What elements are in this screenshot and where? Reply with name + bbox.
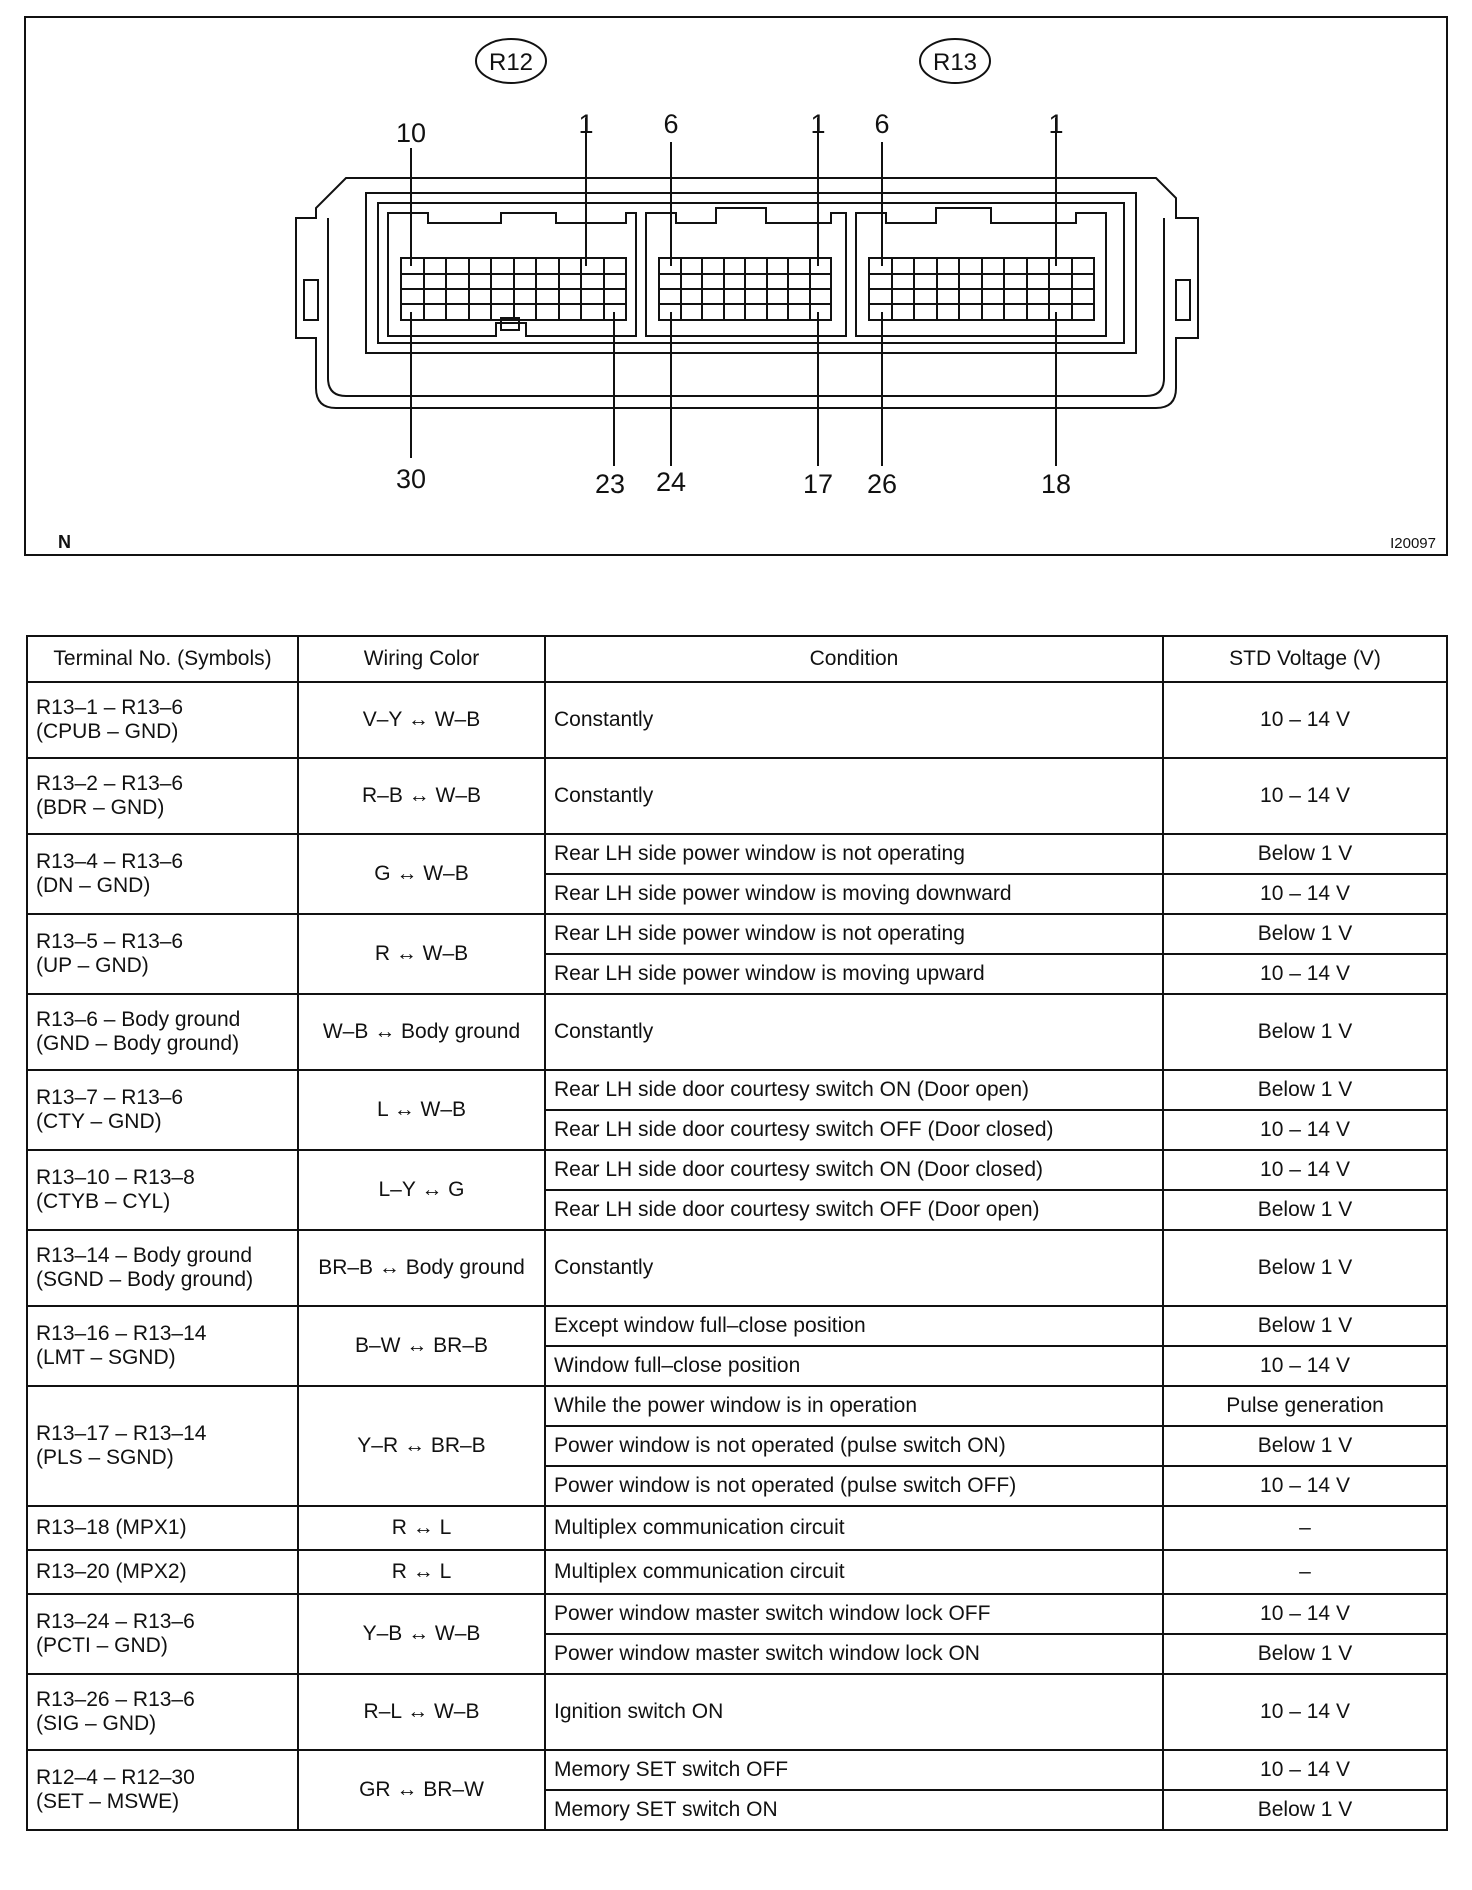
terminal-text: R13–20 (MPX2)	[36, 1560, 187, 1583]
table-row	[27, 834, 1447, 874]
terminal-cell	[27, 994, 298, 1070]
terminal-text: R13–14 – Body ground	[36, 1244, 252, 1267]
condition-cell: While the power window is in operation	[545, 1386, 1163, 1426]
terminal-text: R12–4 – R12–30	[36, 1766, 195, 1789]
condition-cell: Rear LH side door courtesy switch ON (Door open)	[545, 1070, 1163, 1110]
wiring-color-cell: W–B ↔ Body ground	[298, 994, 545, 1070]
pin-label-r13a-24: 24	[655, 467, 687, 497]
connector-housing	[296, 178, 1198, 408]
pin-label-r12-1: 1	[578, 109, 594, 139]
condition-cell: Power window is not operated (pulse switch ON)	[545, 1426, 1163, 1466]
std-voltage-cell: 10 – 14 V	[1163, 1346, 1447, 1386]
condition-cell: Power window master switch window lock ON	[545, 1634, 1163, 1674]
condition-cell: Except window full–close position	[545, 1306, 1163, 1346]
terminal-cell	[27, 1230, 298, 1306]
terminal-text: R13–2 – R13–6	[36, 772, 184, 795]
table-row	[27, 1506, 1447, 1550]
std-voltage-cell: Below 1 V	[1163, 1070, 1447, 1110]
wiring-color-cell: R ↔ W–B	[298, 914, 545, 994]
std-voltage-cell: 10 – 14 V	[1163, 954, 1447, 994]
terminal-text: R13–4 – R13–6	[36, 850, 184, 873]
wiring-color-cell: Y–R ↔ BR–B	[298, 1386, 545, 1506]
terminal-text: (PLS – SGND)	[36, 1446, 174, 1469]
pin-label-r13a-6: 6	[663, 109, 679, 139]
std-voltage-cell: Below 1 V	[1163, 1230, 1447, 1306]
table-row	[27, 682, 1447, 758]
terminal-text: (LMT – SGND)	[36, 1346, 176, 1369]
terminal-text: R13–1 – R13–6	[36, 696, 184, 719]
terminal-cell	[27, 834, 298, 914]
std-voltage-cell: Below 1 V	[1163, 1790, 1447, 1830]
terminal-cell	[27, 1306, 298, 1386]
std-voltage-cell: 10 – 14 V	[1163, 1150, 1447, 1190]
condition-cell: Constantly	[545, 682, 1163, 758]
r13-pin-block-b	[856, 208, 1106, 336]
std-voltage-cell: –	[1163, 1506, 1447, 1550]
terminal-cell	[27, 682, 298, 758]
condition-cell: Constantly	[545, 1230, 1163, 1306]
terminal-cell	[27, 914, 298, 994]
terminal-text: R13–5 – R13–6	[36, 930, 184, 953]
condition-cell: Rear LH side door courtesy switch OFF (Door open)	[545, 1190, 1163, 1230]
terminal-voltage-table	[26, 635, 1448, 1831]
header-std-voltage: STD Voltage (V)	[1163, 636, 1447, 682]
terminal-text: R13–18 (MPX1)	[36, 1516, 187, 1539]
condition-cell: Rear LH side door courtesy switch ON (Door closed)	[545, 1150, 1163, 1190]
header-wiring-color: Wiring Color	[298, 636, 545, 682]
std-voltage-cell: Below 1 V	[1163, 1190, 1447, 1230]
terminal-text: (PCTI – GND)	[36, 1634, 168, 1657]
connector-diagram	[24, 16, 1448, 556]
table-row	[27, 1750, 1447, 1790]
header-condition: Condition	[545, 636, 1163, 682]
wiring-color-cell: V–Y ↔ W–B	[298, 682, 545, 758]
std-voltage-cell: –	[1163, 1550, 1447, 1594]
pin-label-r13b-1: 1	[1048, 109, 1064, 139]
wiring-color-cell: B–W ↔ BR–B	[298, 1306, 545, 1386]
terminal-text: (CTYB – CYL)	[36, 1190, 171, 1213]
wiring-color-cell: BR–B ↔ Body ground	[298, 1230, 545, 1306]
condition-cell: Power window is not operated (pulse switch OFF)	[545, 1466, 1163, 1506]
terminal-text: R13–6 – Body ground	[36, 1008, 241, 1031]
table-row	[27, 994, 1447, 1070]
table-row	[27, 1306, 1447, 1346]
pin-label-r12-10: 10	[395, 118, 427, 148]
connector-id-r12: R12	[488, 49, 534, 76]
terminal-text: (DN – GND)	[36, 874, 151, 897]
std-voltage-cell: 10 – 14 V	[1163, 682, 1447, 758]
terminal-text: (UP – GND)	[36, 954, 149, 977]
terminal-cell	[27, 1550, 298, 1594]
std-voltage-cell: 10 – 14 V	[1163, 1110, 1447, 1150]
pin-label-r13b-26: 26	[866, 469, 898, 499]
condition-cell: Power window master switch window lock OFF	[545, 1594, 1163, 1634]
std-voltage-cell: Below 1 V	[1163, 1426, 1447, 1466]
table-body	[27, 682, 1447, 1830]
terminal-text: (SIG – GND)	[36, 1712, 157, 1735]
table-row	[27, 1150, 1447, 1190]
pin-label-r12-23: 23	[594, 469, 626, 499]
condition-cell: Rear LH side power window is moving downward	[545, 874, 1163, 914]
table-row	[27, 1594, 1447, 1634]
table-row	[27, 758, 1447, 834]
terminal-text: (CTY – GND)	[36, 1110, 162, 1133]
terminal-cell	[27, 758, 298, 834]
table-row	[27, 1230, 1447, 1306]
std-voltage-cell: 10 – 14 V	[1163, 1466, 1447, 1506]
wiring-color-cell: R ↔ L	[298, 1506, 545, 1550]
connector-id-r13: R13	[932, 49, 978, 76]
header-terminal: Terminal No. (Symbols)	[27, 636, 298, 682]
terminal-text: (BDR – GND)	[36, 796, 165, 819]
terminal-text: R13–24 – R13–6	[36, 1610, 195, 1633]
wiring-color-cell: L–Y ↔ G	[298, 1150, 545, 1230]
terminal-cell	[27, 1674, 298, 1750]
condition-cell: Rear LH side power window is not operating	[545, 914, 1163, 954]
terminal-text: (SGND – Body ground)	[36, 1268, 254, 1291]
wiring-color-cell: R ↔ L	[298, 1550, 545, 1594]
connector-drawing	[26, 18, 1446, 554]
wiring-color-cell: L ↔ W–B	[298, 1070, 545, 1150]
table-header-row	[27, 636, 1447, 682]
condition-cell: Constantly	[545, 994, 1163, 1070]
terminal-cell	[27, 1150, 298, 1230]
terminal-cell	[27, 1506, 298, 1550]
table-row	[27, 1070, 1447, 1110]
std-voltage-cell: Below 1 V	[1163, 914, 1447, 954]
r12-pin-block	[388, 213, 636, 336]
condition-cell: Rear LH side door courtesy switch OFF (Door closed)	[545, 1110, 1163, 1150]
pin-label-r12-30: 30	[395, 464, 427, 494]
condition-cell: Rear LH side power window is moving upward	[545, 954, 1163, 994]
condition-cell: Window full–close position	[545, 1346, 1163, 1386]
wiring-color-cell: R–B ↔ W–B	[298, 758, 545, 834]
pin-label-r13b-18: 18	[1040, 469, 1072, 499]
condition-cell: Rear LH side power window is not operating	[545, 834, 1163, 874]
wiring-color-cell: GR ↔ BR–W	[298, 1750, 545, 1830]
pin-label-r13a-1: 1	[810, 109, 826, 139]
wiring-color-cell: G ↔ W–B	[298, 834, 545, 914]
terminal-cell	[27, 1594, 298, 1674]
terminal-text: R13–16 – R13–14	[36, 1322, 207, 1345]
terminal-text: (GND – Body ground)	[36, 1032, 240, 1055]
wiring-color-cell: Y–B ↔ W–B	[298, 1594, 545, 1674]
terminal-text: R13–17 – R13–14	[36, 1422, 207, 1445]
std-voltage-cell: 10 – 14 V	[1163, 758, 1447, 834]
terminal-cell	[27, 1750, 298, 1830]
std-voltage-cell: 10 – 14 V	[1163, 1674, 1447, 1750]
condition-cell: Ignition switch ON	[545, 1674, 1163, 1750]
condition-cell: Memory SET switch OFF	[545, 1750, 1163, 1790]
terminal-text: (SET – MSWE)	[36, 1790, 180, 1813]
std-voltage-cell: Below 1 V	[1163, 834, 1447, 874]
terminal-cell	[27, 1070, 298, 1150]
std-voltage-cell: Below 1 V	[1163, 994, 1447, 1070]
view-indicator-n: N	[58, 532, 71, 552]
terminal-text: R13–26 – R13–6	[36, 1688, 195, 1711]
terminal-cell	[27, 1386, 298, 1506]
std-voltage-cell: 10 – 14 V	[1163, 1750, 1447, 1790]
std-voltage-cell: Pulse generation	[1163, 1386, 1447, 1426]
terminal-text: R13–7 – R13–6	[36, 1086, 184, 1109]
condition-cell: Constantly	[545, 758, 1163, 834]
terminal-text: (CPUB – GND)	[36, 720, 179, 743]
r13-pin-block-a	[646, 208, 846, 336]
pin-label-r13a-17: 17	[802, 469, 834, 499]
std-voltage-cell: Below 1 V	[1163, 1306, 1447, 1346]
table-row	[27, 1550, 1447, 1594]
terminal-text: R13–10 – R13–8	[36, 1166, 195, 1189]
condition-cell: Multiplex communication circuit	[545, 1506, 1163, 1550]
pin-label-r13b-6: 6	[874, 109, 890, 139]
table-row	[27, 1386, 1447, 1426]
condition-cell: Multiplex communication circuit	[545, 1550, 1163, 1594]
std-voltage-cell: Below 1 V	[1163, 1634, 1447, 1674]
table-row	[27, 914, 1447, 954]
figure-id: I20097	[1390, 535, 1436, 552]
std-voltage-cell: 10 – 14 V	[1163, 874, 1447, 914]
condition-cell: Memory SET switch ON	[545, 1790, 1163, 1830]
std-voltage-cell: 10 – 14 V	[1163, 1594, 1447, 1634]
table-row	[27, 1674, 1447, 1750]
wiring-color-cell: R–L ↔ W–B	[298, 1674, 545, 1750]
